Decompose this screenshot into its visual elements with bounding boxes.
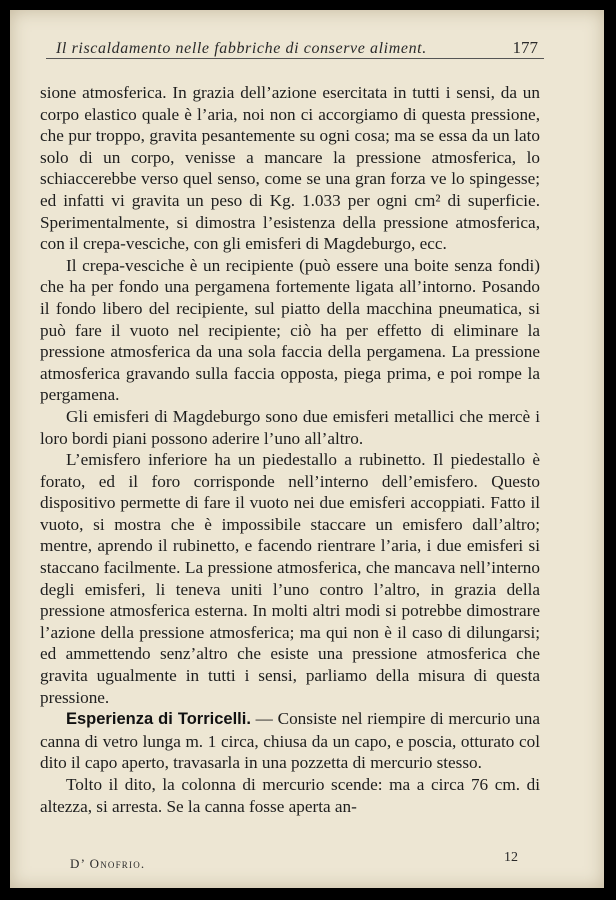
section-heading: Esperienza di Torricelli. bbox=[66, 710, 251, 729]
paragraph-6: Tolto il dito, la colonna di mercurio scende: ma a circa 76 cm. di altezza, si arresta. Se la canna fosse aperta an- bbox=[40, 775, 540, 816]
paragraph-1: sione atmosferica. In grazia dell’azione esercitata in tutti i sensi, da un corpo elastico quale è l’aria, noi non ci accorgiamo di questa pressione, che pur troppo, gravita pesantemente su ogni cosa; ma se essa da un lato solo di un corpo, venisse a mancare la pressione atmosferica, lo schiaccerebbe verso quel senso, come se una gran forza ve lo spingesse; ed infatti vi gravita un peso di Kg. 1.033 per ogni cm² di superficie. Sperimentalmente, si dimostra l’esistenza della pressione atmosferica, con il crepa-vesciche, con gli emisferi di Magdeburgo, ecc. bbox=[40, 83, 540, 254]
paragraph-3: Gli emisferi di Magdeburgo sono due emisferi metallici che mercè i loro bordi piani possono aderire l’uno all’altro. bbox=[40, 406, 540, 448]
paragraph-4: L’emisfero inferiore ha un piedestallo a rubinetto. Il piedestallo è forato, ed il foro corrisponde nell’interno dell’emisfero. Questo dispositivo permette di fare il vuoto nei due emisferi accoppiati. Fatto il vuoto, si mostra che è impossibile staccare un emisfero dall’altro; mentre, aprendo il rubinetto, e facendo rientrare l’aria, i due emisferi si staccano facilmente. La pressione atmosferica, che mancava nell’interno degli emisferi, li teneva uniti l’uno contro l’altro, in grazia della pressione atmosferica esterna. In molti altri modi si potrebbe dimostrare l’azione della pressione atmosferica; ma qui non è il caso di dilungarsi; ed ammettendo senz’altro che esiste una pressione atmosferica che gravita ugualmente in tutti i sensi, parliamo della misura di questa pressione. bbox=[40, 450, 540, 707]
paragraph-2: Il crepa-vesciche è un recipiente (può essere una boite senza fondi) che ha per fondo una pergamena fortemente ligata all’intorno. Posando il fondo libero del recipiente, sul piatto della macchina pneumatica, si può fare il vuoto nel recipiente; ciò ha per effetto di eliminare la pressione atmosferica da una sola faccia della pergamena. La pressione atmosferica gravando sulla faccia opposta, piega prima, e poi rompe la pergamena. bbox=[40, 255, 540, 405]
signature-number: 12 bbox=[504, 850, 518, 865]
paragraph-5-text: — Consiste nel riempire di mercurio una canna di vetro lunga m. 1 circa, chiusa da un capo, e poscia, otturato col dito il capo aperto, travasarla in una pozzetta di mercurio stesso. bbox=[40, 709, 540, 773]
book-page bbox=[10, 10, 604, 888]
page-number: 177 bbox=[512, 38, 538, 57]
signature-mark: D’ Onofrio. bbox=[70, 856, 146, 871]
page-header bbox=[46, 28, 544, 59]
page-footer bbox=[70, 850, 518, 874]
body-text bbox=[40, 82, 540, 817]
running-title: Il riscaldamento nelle fabbriche di conserve aliment. bbox=[56, 40, 427, 57]
paragraph-torricelli bbox=[40, 708, 540, 774]
